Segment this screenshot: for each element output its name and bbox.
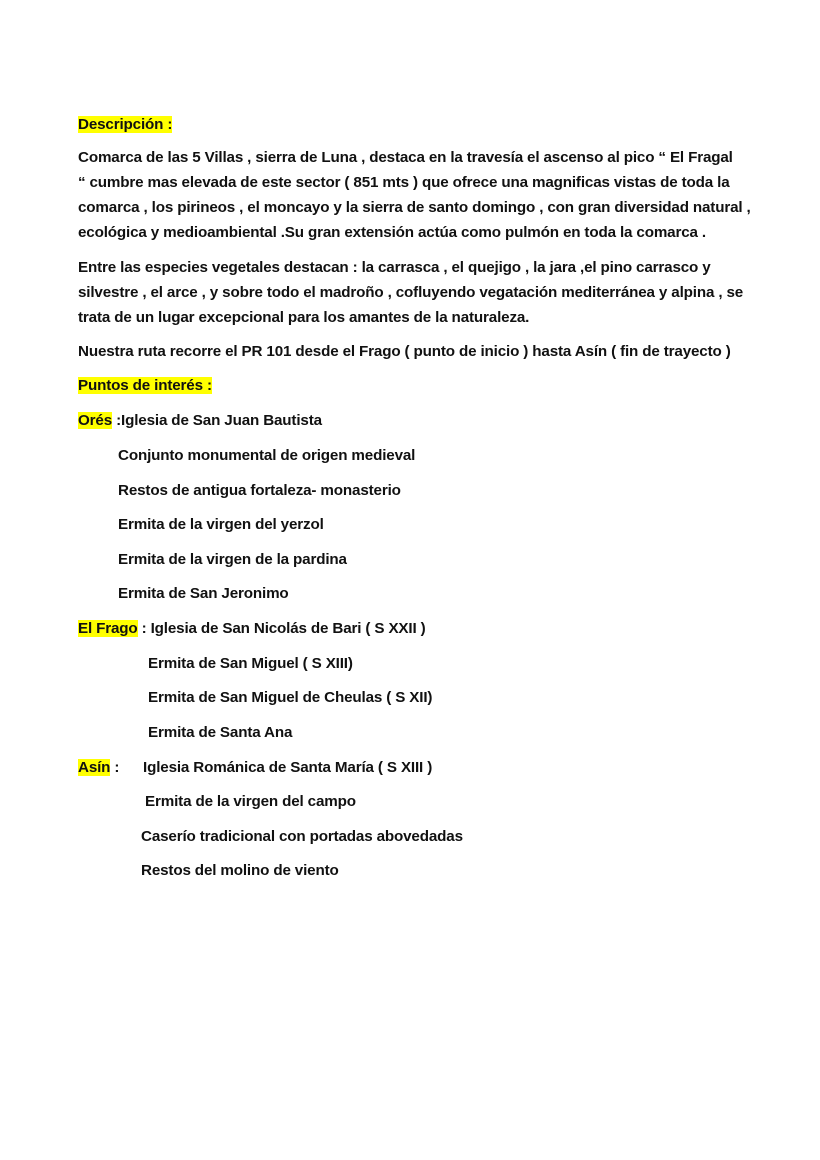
place-separator: : (110, 759, 120, 776)
place-item: Iglesia Románica de Santa María ( S XIII ) (143, 759, 433, 776)
description-p1-line1: Comarca de las 5 Villas , sierra de Luna , destaca en la travesía el ascenso al pico “ El Fragal (78, 149, 733, 166)
description-p3-line1: Nuestra ruta recorre el PR 101 desde el Frago ( punto de inicio ) hasta Asín ( fin de trayecto ) (78, 343, 731, 360)
description-p2-line1: Entre las especies vegetales destacan : la carrasca , el quejigo , la jara ,el pino carrasco y (78, 259, 711, 276)
description-p2-line2: silvestre , el arce , y sobre todo el madroño , cofluyendo vegatación mediterránea y alpina , se (78, 284, 744, 301)
place-ores-row (78, 411, 322, 431)
place-item: Ermita de la virgen de la pardina (118, 551, 347, 568)
place-item: Iglesia de San Juan Bautista (121, 412, 322, 429)
place-item: Restos del molino de viento (141, 862, 339, 879)
place-item: Ermita de San Jeronimo (118, 585, 289, 602)
place-el-frago-row (78, 619, 426, 639)
description-p1-line2: “ cumbre mas elevada de este sector ( 851 mts ) que ofrece una magnificas vistas de toda la (78, 174, 730, 191)
place-name-ores: Orés (78, 412, 113, 429)
place-asin-row (78, 758, 433, 778)
place-item: Ermita de San Miguel de Cheulas ( S XII) (148, 689, 433, 706)
place-item: Ermita de San Miguel ( S XIII) (148, 655, 353, 672)
description-p1-line3: comarca , los pirineos , el moncayo y la sierra de santo domingo , con gran diversidad natural , (78, 199, 751, 216)
place-name-asin: Asín (78, 759, 111, 776)
place-item: Restos de antigua fortaleza- monasterio (118, 482, 401, 499)
place-separator: : (112, 412, 122, 429)
place-item: Ermita de Santa Ana (148, 724, 293, 741)
place-item: Ermita de la virgen del campo (145, 793, 356, 810)
description-p2-line3: trata de un lugar excepcional para los amantes de la naturaleza. (78, 309, 530, 326)
place-item: Caserío tradicional con portadas abovedadas (141, 828, 463, 845)
description-heading (78, 115, 172, 135)
place-separator: : (137, 620, 151, 637)
place-item: Iglesia de San Nicolás de Bari ( S XXII ) (150, 620, 426, 637)
place-item: Conjunto monumental de origen medieval (118, 447, 416, 464)
place-item: Ermita de la virgen del yerzol (118, 516, 324, 533)
points-heading (78, 376, 212, 396)
description-heading-highlight: Descripción : (78, 116, 173, 133)
points-heading-highlight: Puntos de interés : (78, 377, 212, 394)
description-p1-line4: ecológica y medioambiental .Su gran extensión actúa como pulmón en toda la comarca . (78, 224, 706, 241)
place-name-el-frago: El Frago (78, 620, 138, 637)
